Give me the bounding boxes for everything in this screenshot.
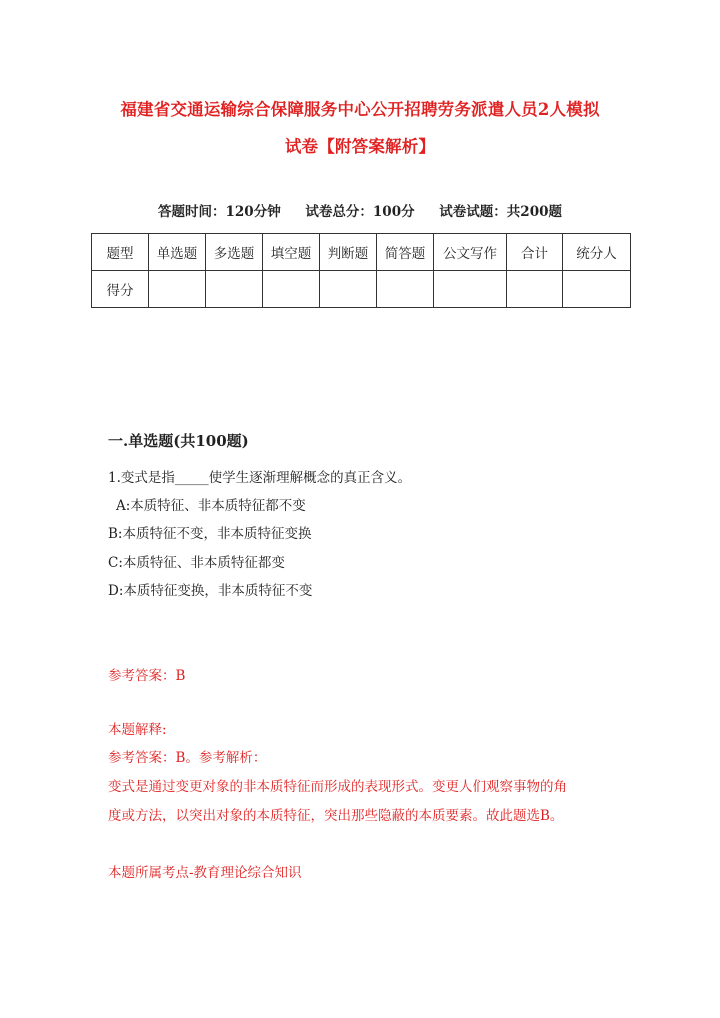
reference-answer: 参考答案：B (108, 668, 186, 684)
exam-question-count: 试卷试题：共200题 (439, 204, 562, 220)
option-b: B:本质特征不变，非本质特征变换 (108, 526, 312, 542)
option-d: D:本质特征变换，非本质特征不变 (108, 583, 313, 599)
score-table-header: 简答题 (377, 234, 434, 271)
explanation-reference: 参考答案：B。参考解析： (108, 750, 267, 766)
explanation-label: 本题解释: (108, 722, 167, 738)
explanation-text-line-1: 变式是通过变更对象的非本质特征而形成的表现形式。变更人们观察事物的角 (108, 779, 567, 795)
knowledge-point: 本题所属考点-教育理论综合知识 (108, 865, 302, 881)
exam-info (0, 200, 720, 220)
score-table-header: 题型 (92, 234, 149, 271)
exam-total-score: 试卷总分：100分 (305, 204, 415, 220)
score-table-header: 判断题 (320, 234, 377, 271)
score-table-header: 填空题 (263, 234, 320, 271)
score-cell (149, 271, 206, 308)
score-table-header: 合计 (507, 234, 563, 271)
score-row-label: 得分 (92, 271, 149, 308)
document-title-line-1: 福建省交通运输综合保障服务中心公开招聘劳务派遣人员2人模拟 (120, 100, 600, 119)
score-table-header: 单选题 (149, 234, 206, 271)
score-cell (320, 271, 377, 308)
score-table (91, 233, 631, 308)
option-c: C:本质特征、非本质特征都变 (108, 555, 285, 571)
document-title-line-2: 试卷【附答案解析】 (284, 137, 436, 156)
score-cell (563, 271, 631, 308)
score-table-header: 多选题 (206, 234, 263, 271)
option-a: A:本质特征、非本质特征都不变 (116, 498, 306, 514)
score-cell (377, 271, 434, 308)
section-title: 一.单选题(共100题) (108, 432, 249, 450)
score-table-score-row (92, 271, 631, 308)
score-table-header-row (92, 234, 631, 271)
score-cell (263, 271, 320, 308)
score-cell (206, 271, 263, 308)
question-stem: 1.变式是指_____使学生逐渐理解概念的真正含义。 (108, 470, 412, 486)
score-table-header: 统分人 (563, 234, 631, 271)
score-cell (507, 271, 563, 308)
score-cell (434, 271, 507, 308)
score-table-header: 公文写作 (434, 234, 507, 271)
exam-time: 答题时间：120分钟 (158, 204, 281, 220)
explanation-text-line-2: 度或方法，以突出对象的本质特征，突出那些隐蔽的本质要素。故此题选B。 (108, 808, 564, 824)
